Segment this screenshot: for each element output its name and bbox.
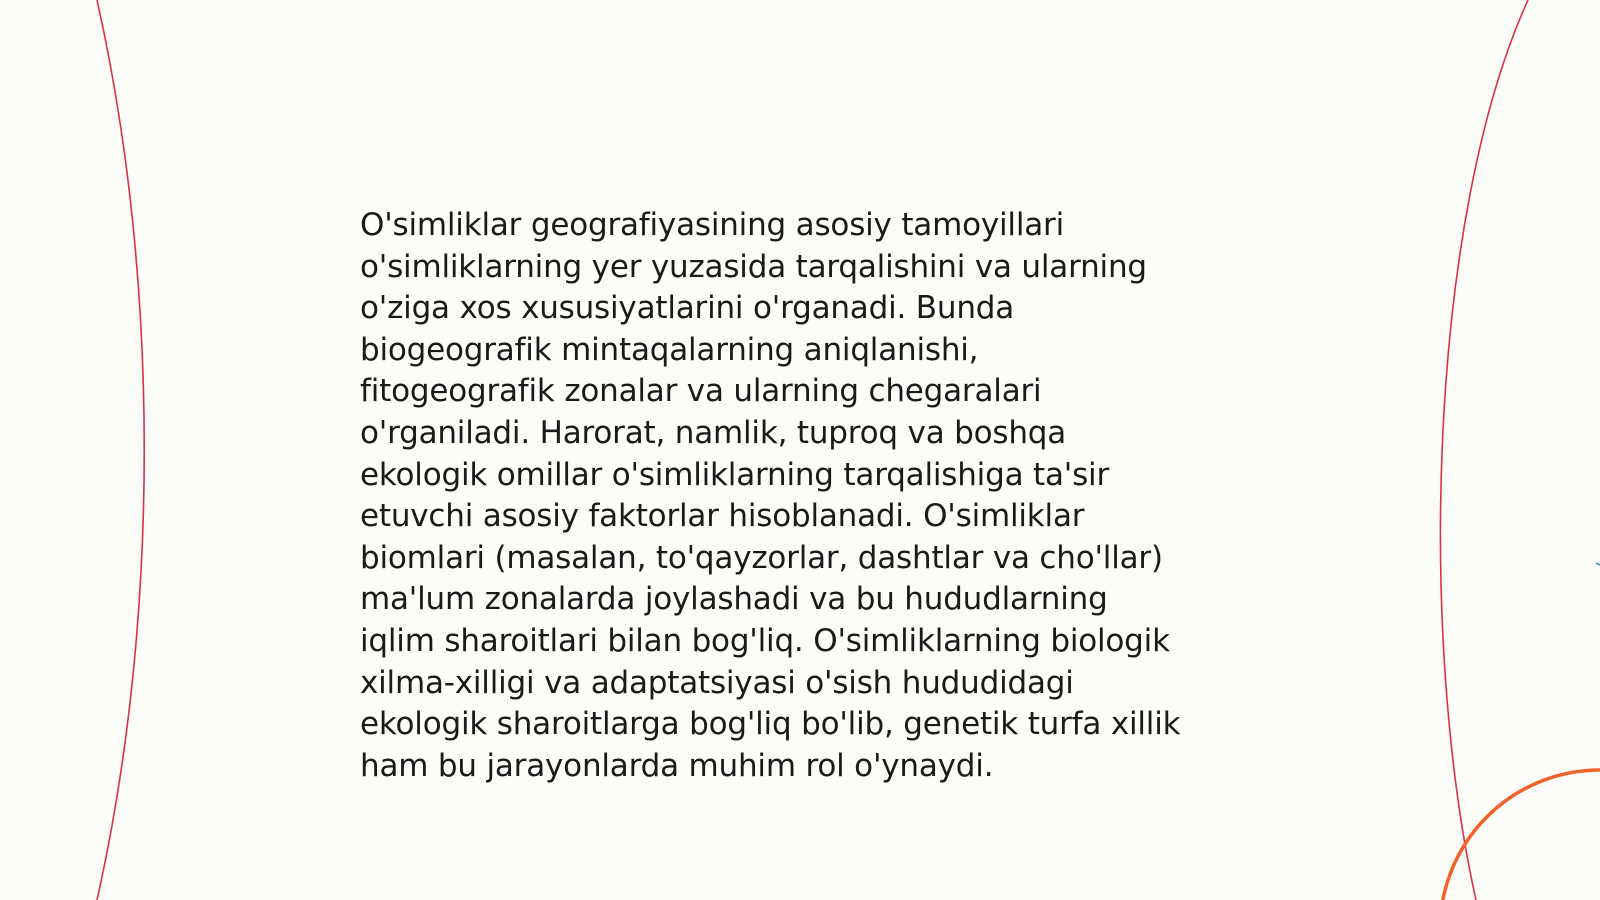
body-text-line: o'simliklarning yer yuzasida tarqalishini va ularning — [360, 248, 1147, 285]
body-text-line: ham bu jarayonlarda muhim rol o'ynaydi. — [360, 747, 994, 784]
body-text — [360, 205, 1260, 787]
body-text-line: biomlari (masalan, to'qayzorlar, dashtlar va cho'llar) — [360, 539, 1163, 576]
body-text-line: fitogeografik zonalar va ularning chegaralari — [360, 373, 1042, 410]
blue-tick-mark — [1596, 563, 1600, 565]
body-text-line: o'ziga xos xususiyatlarini o'rganadi. Bunda — [360, 290, 1015, 327]
body-text-line: ma'lum zonalarda joylashadi va bu hududlarning — [360, 581, 1108, 618]
body-text-line: O'simliklar geografiyasining asosiy tamoyillari — [360, 207, 1065, 243]
body-text-line: iqlim sharoitlari bilan bog'liq. O'simliklarning biologik — [360, 622, 1170, 659]
right-arc-line — [1440, 0, 1528, 900]
body-text-line: biogeografik mintaqalarning aniqlanishi, — [360, 331, 979, 368]
body-text-line: xilma-xilligi va adaptatsiyasi o'sish hududidagi — [360, 664, 1074, 701]
body-text-line: ekologik sharoitlarga bog'liq bo'lib, genetik turfa xillik — [360, 706, 1181, 743]
body-text-line: ekologik omillar o'simliklarning tarqalishiga ta'sir — [360, 456, 1110, 493]
left-arc-line — [97, 0, 144, 900]
body-text-line: etuvchi asosiy faktorlar hisoblanadi. O'simliklar — [360, 498, 1085, 535]
body-text-line: o'rganiladi. Harorat, namlik, tuproq va boshqa — [360, 414, 1067, 451]
